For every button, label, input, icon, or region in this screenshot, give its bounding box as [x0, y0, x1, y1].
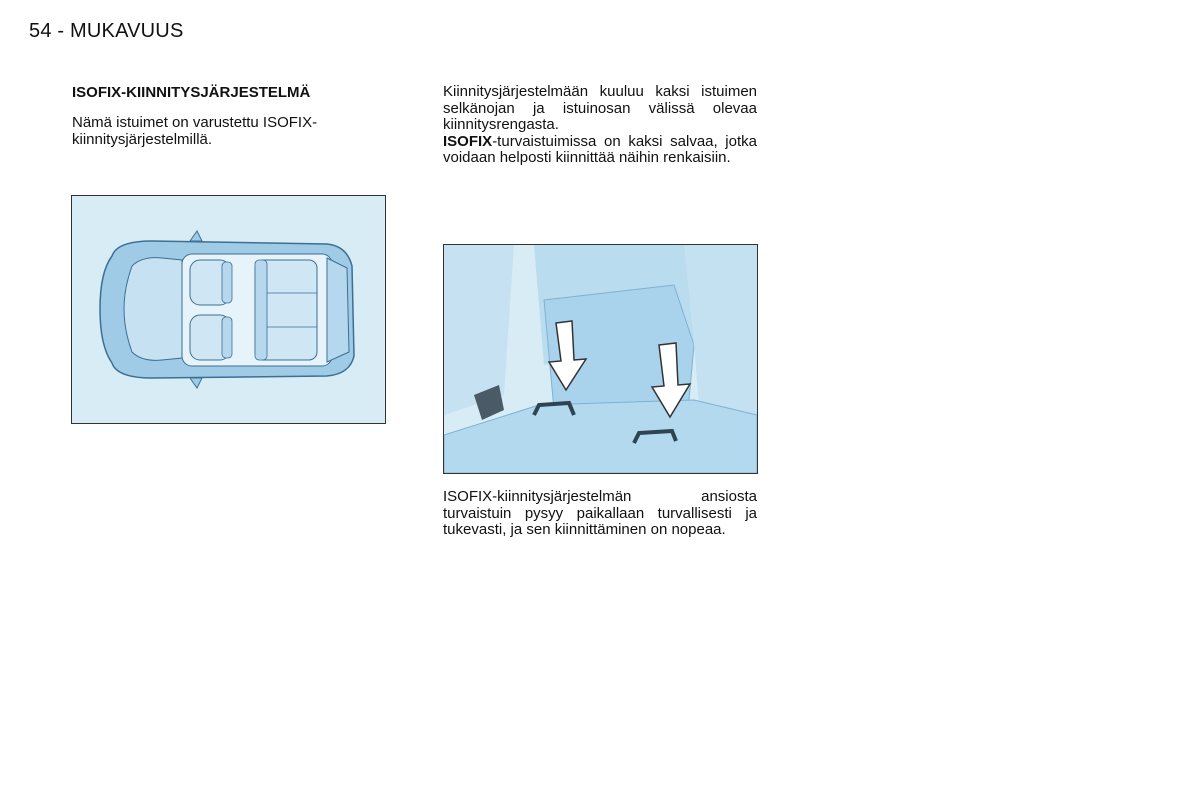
caption-text: ISOFIX-kiinnitysjärjestelmän ansiosta turvaistuin pysyy paikallaan turvallisesti ja tukevasti, ja sen kiinnittäminen on nopeaa.	[443, 488, 757, 538]
car-icon	[72, 196, 385, 423]
left-column	[72, 84, 387, 148]
page-title: 54 - MUKAVUUS	[29, 20, 184, 42]
section-heading: ISOFIX-KIINNITYSJÄRJESTELMÄ	[72, 84, 311, 101]
isofix-bold-term: ISOFIX	[443, 132, 493, 150]
isofix-seat-anchor-illustration	[443, 244, 758, 474]
latch-description-text: -turvaistuimissa on kaksi salvaa, jotka voidaan helposti kiinnittää näihin renkaisiin.	[443, 132, 757, 166]
figure-caption	[443, 489, 757, 539]
latch-description	[443, 134, 757, 167]
intro-paragraph: Nämä istuimet on varustettu ISOFIX-kiinnitysjärjestelmillä.	[72, 114, 318, 148]
seat-anchor-icon	[444, 245, 757, 473]
anchor-description: Kiinnitysjärjestelmään kuuluu kaksi istuimen selkänojan ja istuinosan välissä olevaa kiinnitysrengasta.	[443, 83, 757, 133]
car-top-view-illustration	[71, 195, 386, 424]
right-column	[443, 84, 757, 167]
